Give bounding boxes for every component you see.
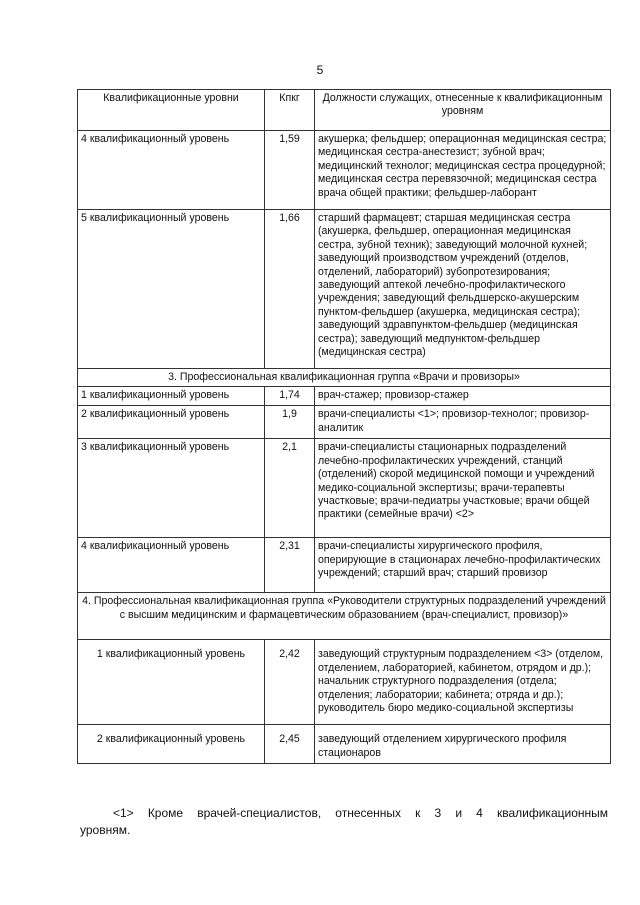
qualification-table bbox=[77, 89, 611, 764]
table-row bbox=[78, 406, 611, 439]
table-row bbox=[78, 131, 611, 210]
positions-cell: врачи-специалисты стационарных подразделений лечебно-профилактических учреждений, станций (отделений) скорой медицинской помощи и учреждений медико-социальной экспертизы; врачи-терапевты участковые; врачи-педиатры участковые; врачи общей практики (семейные врачи) <2> bbox=[315, 439, 611, 538]
coef-cell: 2,31 bbox=[265, 538, 315, 593]
group-title-row bbox=[78, 593, 611, 640]
positions-cell: врач-стажер; провизор-стажер bbox=[315, 387, 611, 406]
positions-cell: врачи-специалисты <1>; провизор-технолог; провизор-аналитик bbox=[315, 406, 611, 439]
level-cell: 1 квалификационный уровень bbox=[78, 640, 265, 725]
page-number: 5 bbox=[316, 63, 324, 77]
table-header-row bbox=[78, 90, 611, 131]
level-cell: 1 квалификационный уровень bbox=[78, 387, 265, 406]
header-positions: Должности служащих, отнесенные к квалификационным уровням bbox=[315, 90, 611, 131]
positions-text-a: заведующий структурным подразделением <3> (отделом, отделением, лабораторией, кабинетом, отрядом и др.); bbox=[318, 648, 604, 674]
header-coef: Кпкг bbox=[265, 90, 315, 131]
table-row bbox=[78, 725, 611, 764]
coef-cell: 2,45 bbox=[265, 725, 315, 764]
header-level: Квалификационные уровни bbox=[78, 90, 265, 131]
table-row bbox=[78, 439, 611, 538]
table-row bbox=[78, 387, 611, 406]
level-cell: 4 квалификационный уровень bbox=[78, 538, 265, 593]
coef-cell: 1,74 bbox=[265, 387, 315, 406]
positions-cell: врачи-специалисты хирургического профиля, оперирующие в стационарах лечебно-профилактических учреждений; старший врач; старший провизор bbox=[315, 538, 611, 593]
level-cell: 2 квалификационный уровень bbox=[78, 725, 265, 764]
coef-cell: 1,66 bbox=[265, 210, 315, 369]
positions-text-b: начальник структурного подразделения (отдела; отделения; лаборатории; кабинета; отряда и др.); руководитель бюро медико-социальной экспертизы bbox=[318, 675, 574, 715]
coef-cell: 1,59 bbox=[265, 131, 315, 210]
table-row bbox=[78, 640, 611, 725]
coef-cell: 2,42 bbox=[265, 640, 315, 725]
positions-cell: старший фармацевт; старшая медицинская сестра (акушерка, фельдшер, операционная медицинская сестра, зубной техник); заведующий молочной кухней; заведующий производством учреждений (отделов, отделений, лабораторий) зубопротезирования; заведующий аптекой лечебно-профилактического учреждения; заведующий фельдшерско-акушерским пунктом-фельдшер (акушерка, медицинская сестра); заведующий здравпунктом-фельдшер (медицинская сестра); заведующий медпунктом-фельдшер (медицинская сестра) bbox=[315, 210, 611, 369]
footnote: <1> Кроме врачей-специалистов, отнесенных к 3 и 4 квалификационным уровням. bbox=[80, 806, 608, 837]
group-4-title: 4. Профессиональная квалификационная группа «Руководители структурных подразделений учреждений с высшим медицинским и фармацевтическим образованием (врач-специалист, провизор)» bbox=[78, 593, 611, 640]
positions-cell bbox=[315, 640, 611, 725]
group-3-title: 3. Профессиональная квалификационная группа «Врачи и провизоры» bbox=[78, 369, 611, 387]
table-row bbox=[78, 210, 611, 369]
coef-cell: 1,9 bbox=[265, 406, 315, 439]
level-cell: 2 квалификационный уровень bbox=[78, 406, 265, 439]
positions-cell: заведующий отделением хирургического профиля стационаров bbox=[315, 725, 611, 764]
level-cell: 4 квалификационный уровень bbox=[78, 131, 265, 210]
group-title-row bbox=[78, 369, 611, 387]
level-cell: 3 квалификационный уровень bbox=[78, 439, 265, 538]
coef-cell: 2,1 bbox=[265, 439, 315, 538]
table-row bbox=[78, 538, 611, 593]
level-cell: 5 квалификационный уровень bbox=[78, 210, 265, 369]
positions-cell: акушерка; фельдшер; операционная медицинская сестра; медицинская сестра-анестезист; зубной врач; медицинский технолог; медицинская сестра процедурной; медицинская сестра перевязочной; медицинская сестра врача общей практики; фельдшер-лаборант bbox=[315, 131, 611, 210]
